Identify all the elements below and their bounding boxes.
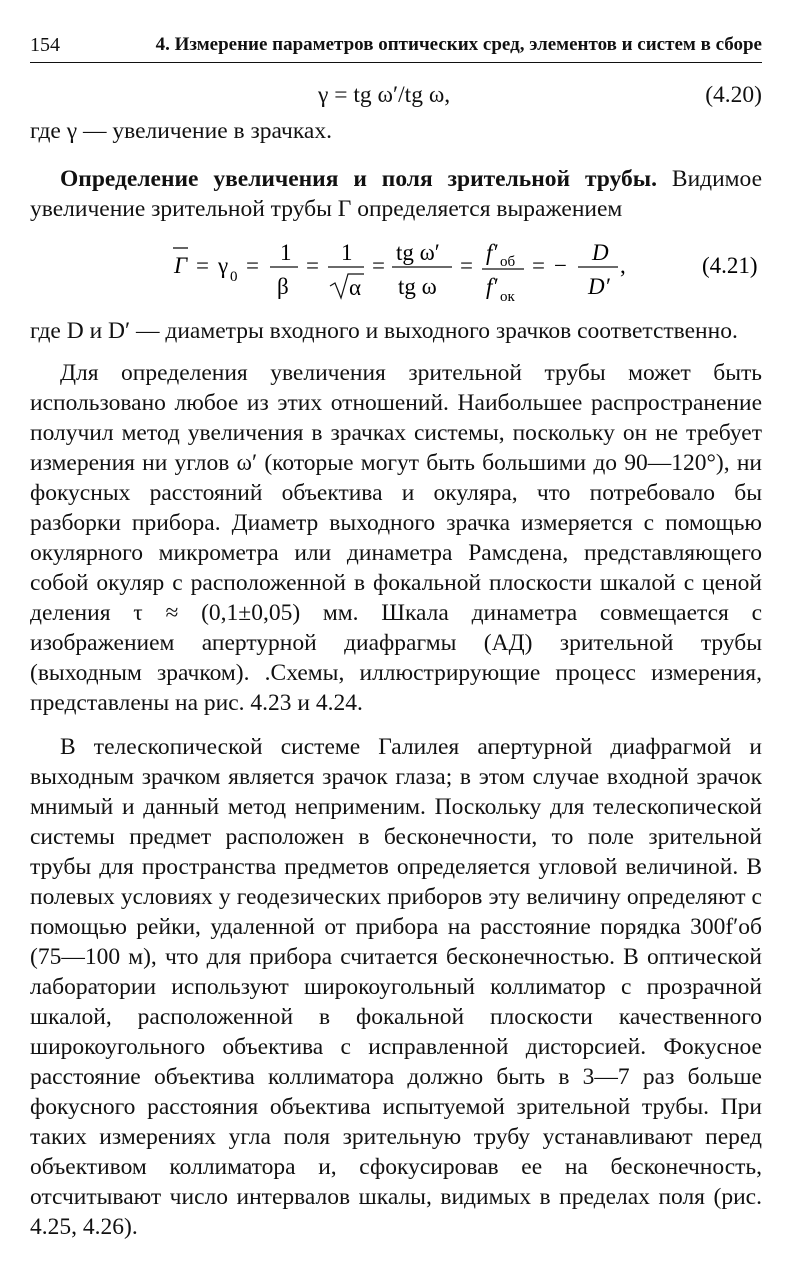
svg-text:=: = (246, 253, 259, 278)
eq-frac4-den-sub: ок (500, 289, 515, 305)
eq-frac2-num: 1 (341, 240, 353, 265)
equation-4-21-number: (4.21) (702, 253, 758, 278)
svg-text:=: = (532, 253, 545, 278)
eq-frac5-num: D (592, 240, 609, 265)
eq-frac4-num-sub: об (500, 254, 516, 270)
eq-lhs-gamma: Г (174, 253, 188, 278)
svg-text:−: − (554, 253, 567, 278)
svg-text:=: = (196, 253, 209, 278)
paragraph-gamma: где γ — увеличение в зрачках. (30, 118, 332, 144)
running-title: 4. Измерение параметров оптических сред, элементов и систем в сборе (155, 34, 762, 55)
svg-text:=: = (460, 253, 473, 278)
equation-4-21 (30, 228, 762, 310)
equation-4-20 (30, 74, 762, 116)
eq-gamma0-sub: 0 (230, 269, 238, 285)
eq-gamma0: γ (218, 253, 229, 278)
page-body (30, 74, 762, 1242)
eq-frac1-num: 1 (280, 240, 292, 265)
eq-frac3-den: tg ω (398, 274, 437, 299)
paragraph-methods: Для определения увеличения зрительной трубы может быть использовано любое из этих отношений. Наибольшее распространение получил метод увеличения в зрачках системы, поскольку он не требует измерения ни углов ω′ (которые могут быть большими до 90—120°), ни фокусных расстояний объектива и окуляра, что потребовало бы разборки прибора. Диаметр выходного зрачка измеряется с помощью окулярного микрометра или динаметра Рамсдена, представляющего собой окуляр с расположенной в фокальной плоскости шкалой с ценой деления τ ≈ (0,1±0,05) мм. Шкала динаметра совмещается с изображением апертурной диафрагмы (АД) зрительной трубы (выходным зрачком). .Схемы, иллюстрирующие процесс измерения, представлены на рис. 4.23 и 4.24. (30, 360, 762, 716)
paragraph-diameters: где D и D′ — диаметры входного и выходного зрачков соответственно. (30, 318, 738, 344)
eq-frac4-den: f′ (486, 274, 498, 299)
equation-4-20-number: (4.20) (705, 82, 762, 108)
svg-text:=: = (306, 253, 319, 278)
eq-frac5-den: D′ (588, 274, 610, 299)
section-heading: Определение увеличения и поля зрительной трубы. (60, 166, 657, 192)
page-header (30, 28, 762, 63)
eq-frac3-num: tg ω′ (396, 240, 440, 265)
page-number: 154 (30, 34, 60, 56)
equation-4-20-formula: γ = tg ω′/tg ω, (318, 82, 451, 108)
eq-frac4-num: f′ (486, 240, 498, 265)
section-intro-text: Видимое увеличение зрительной трубы Г определяется выражением (30, 166, 763, 222)
svg-text:=: = (372, 253, 385, 278)
paragraph-galileo: В телескопической системе Галилея апертурной диафрагмой и выходным зрачком является зрачок глаза; в этом случае входной зрачок мнимый и данный метод неприменим. Поскольку для телескопической системы предмет расположен в бесконечности, то поле зрительной трубы для пространства предметов определяется угловой величиной. В полевых условиях у геодезических приборов эту величину определяют с помощью рейки, удаленной от прибора на расстояние порядка 300f′об (75—100 м), что для прибора считается бесконечностью. В оптической лаборатории используют широкоугольный коллиматор с прозрачной шкалой, расположенной в фокальной плоскости качественного широкоугольного объектива с исправленной дисторсией. Фокусное расстояние объектива коллиматора должно быть в 3—7 раз больше фокусного расстояния объектива испытуемой зрительной трубы. При таких измерениях угла поля зрительную трубу устанавливают перед объективом коллиматора и, сфокусировав ее на бесконечность, отсчитывают число интервалов шкалы, видимых в пределах поля (рис. 4.25, 4.26). (30, 734, 762, 1240)
eq-frac1-den: β (277, 274, 289, 299)
svg-text:,: , (620, 253, 626, 278)
paragraph-section-intro (30, 164, 762, 224)
eq-frac2-den: α (349, 275, 362, 300)
